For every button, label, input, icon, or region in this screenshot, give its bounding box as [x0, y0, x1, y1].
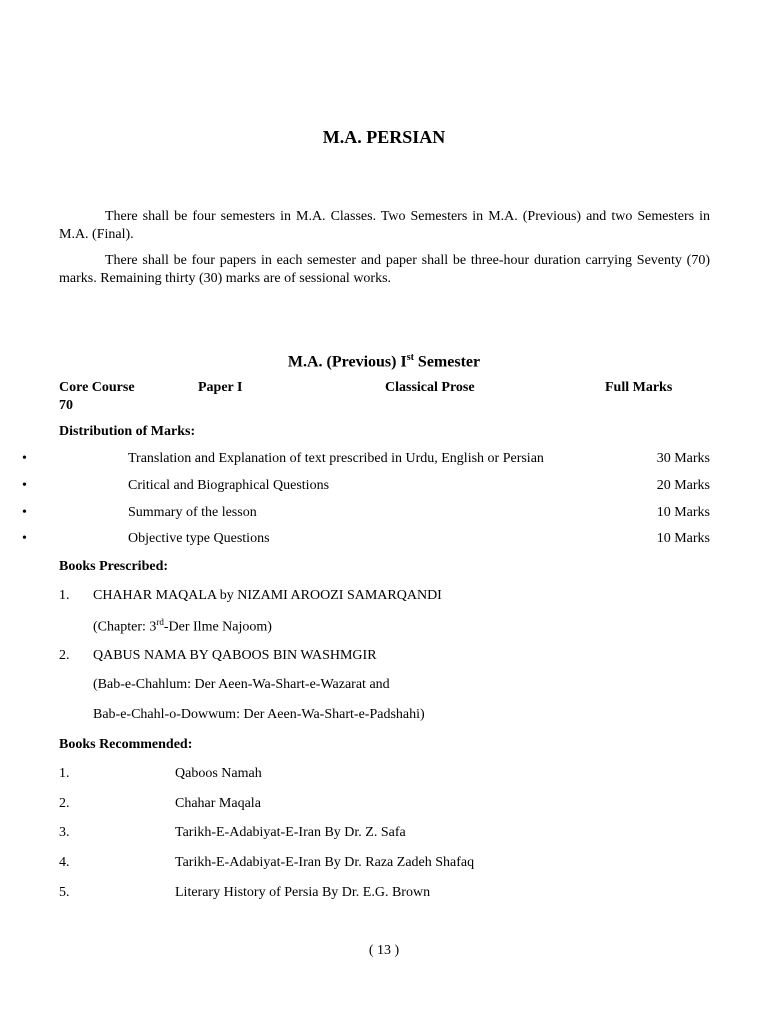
- recommended-number: 2.: [59, 796, 70, 811]
- detail-text: -Der Ilme Najoom): [163, 619, 272, 635]
- semester-sup: st: [406, 352, 414, 363]
- distribution-marks: 10 Marks: [656, 531, 710, 546]
- intro-paragraph-2: There shall be four papers in each semester and paper shall be three-hour duration carrying Seventy (70) marks. Remaining thirty (30) marks are of sessional works.: [59, 253, 710, 286]
- distribution-item: Translation and Explanation of text prescribed in Urdu, English or Persian: [128, 451, 544, 466]
- subject-label: Classical Prose: [385, 380, 475, 395]
- page-title: M.A. PERSIAN: [322, 127, 446, 147]
- distribution-marks: 30 Marks: [656, 451, 710, 466]
- bullet-icon: •: [22, 531, 27, 546]
- full-marks-value: 70: [59, 398, 73, 413]
- prescribed-book-title: QABUS NAMA BY QABOOS BIN WASHMGIR: [93, 648, 377, 663]
- core-course-label: Core Course: [59, 380, 135, 395]
- recommended-book: Chahar Maqala: [175, 796, 261, 811]
- prescribed-book-detail: [93, 617, 272, 636]
- paper-label: Paper I: [198, 380, 243, 395]
- recommended-book: Tarikh-E-Adabiyat-E-Iran By Dr. Z. Safa: [175, 825, 406, 840]
- distribution-item: Critical and Biographical Questions: [128, 478, 330, 493]
- recommended-book: Literary History of Persia By Dr. E.G. Brown: [175, 885, 431, 900]
- recommended-book: Qaboos Namah: [175, 766, 262, 781]
- detail-sup: rd: [156, 617, 164, 627]
- recommended-heading: Books Recommended:: [59, 737, 193, 752]
- distribution-item: Objective type Questions: [128, 531, 270, 546]
- distribution-marks: 20 Marks: [656, 478, 710, 493]
- intro-paragraph-1: There shall be four semesters in M.A. Classes. Two Semesters in M.A. (Previous) and two Semesters in M.A. (Final).: [59, 209, 710, 242]
- recommended-book: Tarikh-E-Adabiyat-E-Iran By Dr. Raza Zadeh Shafaq: [175, 855, 475, 870]
- recommended-number: 5.: [59, 885, 70, 900]
- distribution-heading: Distribution of Marks:: [59, 424, 196, 439]
- recommended-number: 4.: [59, 855, 70, 870]
- semester-suffix: Semester: [413, 353, 481, 371]
- bullet-icon: •: [22, 505, 27, 520]
- detail-text: (Chapter: 3: [93, 619, 157, 635]
- prescribed-number: 2.: [59, 648, 70, 663]
- bullet-icon: •: [22, 451, 27, 466]
- recommended-number: 1.: [59, 766, 70, 781]
- prescribed-heading: Books Prescribed:: [59, 559, 169, 574]
- page-number: ( 13 ): [368, 943, 400, 958]
- semester-heading: [0, 352, 768, 371]
- prescribed-book-detail: Bab-e-Chahl-o-Dowwum: Der Aeen-Wa-Shart-e-Padshahi): [93, 707, 425, 722]
- prescribed-number: 1.: [59, 588, 70, 603]
- distribution-item: Summary of the lesson: [128, 505, 257, 520]
- semester-prefix: M.A. (Previous) I: [287, 353, 407, 371]
- prescribed-book-title: CHAHAR MAQALA by NIZAMI AROOZI SAMARQANDI: [93, 588, 442, 603]
- prescribed-book-detail: (Bab-e-Chahlum: Der Aeen-Wa-Shart-e-Wazarat and: [93, 677, 390, 692]
- bullet-icon: •: [22, 478, 27, 493]
- distribution-marks: 10 Marks: [656, 505, 710, 520]
- full-marks-label: Full Marks: [605, 380, 673, 395]
- recommended-number: 3.: [59, 825, 70, 840]
